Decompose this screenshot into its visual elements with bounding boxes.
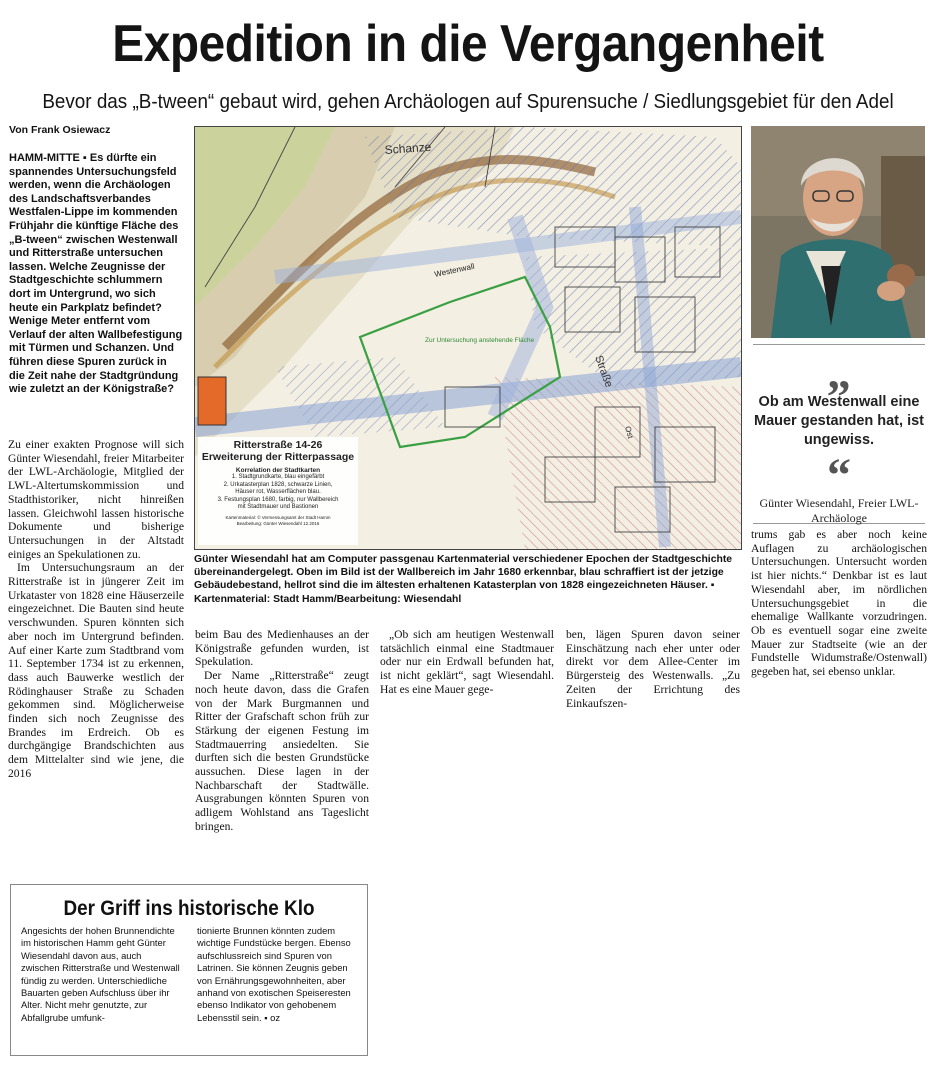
legend-subtitle: Erweiterung der Ritterpassage bbox=[201, 451, 355, 463]
paragraph: beim Bau des Medienhauses an der Königstraße gefunden wurden, ist Spekulation. bbox=[195, 628, 369, 669]
column-3 bbox=[380, 628, 554, 697]
legend-credit: Kartenmaterial: © Vermessungsamt der Stadt Hamm bbox=[225, 514, 331, 520]
headline: Expedition in die Vergangenheit bbox=[112, 15, 824, 73]
map-label-strasse: Straße bbox=[592, 353, 615, 390]
info-box-column-left: Angesichts der hohen Brunnendichte im historischen Hamm geht Günter Wiesendahl davon aus, auch zwischen Ritterstraße und Westenwall fündig zu werden. Unterschiedliche Bauarten geben Aufschluss über ihr Alter. Nicht mehr genutzte, zur Abfallgrube umfunk- bbox=[21, 925, 180, 1023]
lead-paragraph: HAMM-MITTE ▪ Es dürfte ein spannendes Untersuchungsfeld werden, wenn die Archäologen des Landschaftsverbandes Westfalen-Lippe im kommenden Frühjahr die künftige Fläche des „B-tween“ zwischen Westenwall und Ritterstraße untersuchen lassen. Welche Zeugnisse der Stadtgeschichte schlummern dort im Untergrund, wo sich heute ein Parkplatz befindet? Wenige Meter entfernt vom Verlauf der alten Wallbefestigung mit Türmen und Schanzen. Und führen diese Spuren zurück in die Zeit nahe der Stadtgründung wie zuletzt an der Königstraße? bbox=[9, 152, 183, 396]
historical-map bbox=[194, 126, 742, 550]
column-5 bbox=[751, 528, 927, 679]
legend-item: mit Stadtmauer und Bastionen bbox=[237, 504, 319, 510]
column-2 bbox=[195, 628, 369, 834]
portrait-photo bbox=[751, 126, 925, 338]
info-box-title: Der Griff ins historische Klo bbox=[63, 897, 315, 920]
quote-open-mark: „ bbox=[827, 346, 851, 399]
paragraph: Im Untersuchungsraum an der Ritterstraße ist in jüngerer Zeit im Urkataster von 1828 eine Häuserzeile eingezeichnet. Die Bauten sind heute verschwunden. Spuren könnten sich aber noch im Untergrund befinden. Auf einer Karte zum Stadtbrand vom 11. September 1734 ist zu erkennen, dass auch Bauwerke westlich der Rödinghauser Straße zu Schaden gekommen sind. Möglicherweise finden sich noch Zeugnisse des Brandes im Erdreich. Ob es durchgängige Brandschichten aus dem Mittelalter sind wie jene, die 2016 bbox=[8, 561, 184, 780]
paragraph: „Ob sich am heutigen Westenwall tatsächlich einmal eine Stadtmauer oder nur ein Erdwall befunden hat, ist nicht geklärt“, sagt Wiesendahl. Hat es eine Mauer gege- bbox=[380, 628, 554, 696]
legend-credit: Bearbeitung: Günter Wiesendahl 12.2016 bbox=[236, 520, 320, 526]
quote-close-mark: “ bbox=[827, 449, 851, 502]
map-label-ost: Ost bbox=[623, 425, 635, 440]
map-label-flaeche: Zur Untersuchung anstehende Fläche bbox=[425, 337, 535, 344]
info-box-column-right: tionierte Brunnen könnten zudem wichtige Fundstücke bergen. Ebenso aufschlussreich sind Spuren von Latrinen. Sie können Zeugnis geben von Ernährungsgewohnheiten, aber anhand von exotischen Speiseresten ebenso Indikator von gehobenem Lebensstil sein. ▪ oz bbox=[197, 925, 351, 1023]
info-box bbox=[10, 884, 368, 1056]
column-4 bbox=[566, 628, 740, 710]
portrait-graphic bbox=[751, 126, 925, 338]
map-legend bbox=[198, 437, 358, 545]
paragraph: trums gab es aber noch keine Auflagen zu archäologischen Untersuchungen. Untersucht worden ist hier nichts.“ Denkbar ist es laut Wiesendahl aber, im nördlichen Untersuchungsgebiet in die ehemalige Wallkante vorzudringen. Ob es eventuell sogar eine zweite Mauer zur Stadtseite (wie an der Fundstelle Widumstraße/Ostenwall) gegeben hat, sei ebenso unklar. bbox=[751, 528, 927, 679]
map-label-schanze: Schanze bbox=[384, 139, 432, 157]
map-label-westenwall: Westenwall bbox=[433, 261, 476, 279]
quote-text: Ob am Westenwall eine Mauer gestanden hat, ist ungewiss. bbox=[753, 394, 924, 448]
map-caption: Günter Wiesendahl hat am Computer passgenau Kartenmaterial verschiedener Epochen der Stadtgeschichte übereinandergelegt. Oben im Bild ist der Wallbereich im Jahr 1680 erkennbar, blau schraffiert ist der jetzige Gebäudebestand, hellrot sind die im ältesten erhaltenen Katasterplan von 1828 eingezeichneten Häuser. ▪ Kartenmaterial: Stadt Hamm/Bearbeitung: Wiesendahl bbox=[194, 554, 733, 605]
legend-item: Häuser rot, Wasserflächen blau. bbox=[235, 489, 321, 495]
subheadline: Bevor das „B-tween“ gebaut wird, gehen Archäologen auf Spurensuche / Siedlungsgebiet für den Adel bbox=[42, 90, 894, 113]
paragraph: Zu einer exakten Prognose will sich Günter Wiesendahl, freier Mitarbeiter der LWL-Archäologie, Mitglied der LWL-Altertumskommission und Stadthistoriker, nicht hinreißen lassen. Gleichwohl lassen historische Dokumente und bisherige Untersuchungen in der Altstadt einiges an Spekulationen zu. bbox=[8, 438, 184, 561]
quote-source: Günter Wiesendahl, Freier LWL-Archäologe bbox=[759, 496, 919, 525]
legend-title: Ritterstraße 14-26 bbox=[233, 439, 323, 451]
paragraph: Der Name „Ritterstraße“ zeugt noch heute davon, dass die Grafen von der Mark Burgmannen und Ritter der Grafschaft schon früh zur Stärkung der eigenen Festung im Stadtmauerring ansiedelten. Sie durften sich die besten Grundstücke aussuchen. Diese lagen in der Nachbarschaft der Stadtwälle. Ausgrabungen könnten Spuren von adligem Wohlstand ans Tageslicht bringen. bbox=[195, 669, 369, 833]
pull-quote bbox=[753, 344, 925, 524]
legend-item: 1. Stadtgrundkarte, blau eingefärbt bbox=[231, 474, 325, 480]
paragraph: ben, lägen Spuren davon seiner Einschätzung nach eher unter oder direkt vor dem Allee-Center im Bürgersteig des Westenwalls. „Zu Zeiten der Errichtung des Einkaufszen- bbox=[566, 628, 740, 710]
column-1 bbox=[8, 438, 184, 781]
legend-heading: Korrelation der Stadtkarten bbox=[235, 467, 321, 474]
byline: Von Frank Osiewacz bbox=[9, 124, 111, 136]
legend-item: 3. Festungsplan 1680, farbig, nur Wallbereich bbox=[217, 496, 339, 503]
legend-item: 2. Urkatasterplan 1828, schwarze Linien, bbox=[223, 481, 333, 488]
